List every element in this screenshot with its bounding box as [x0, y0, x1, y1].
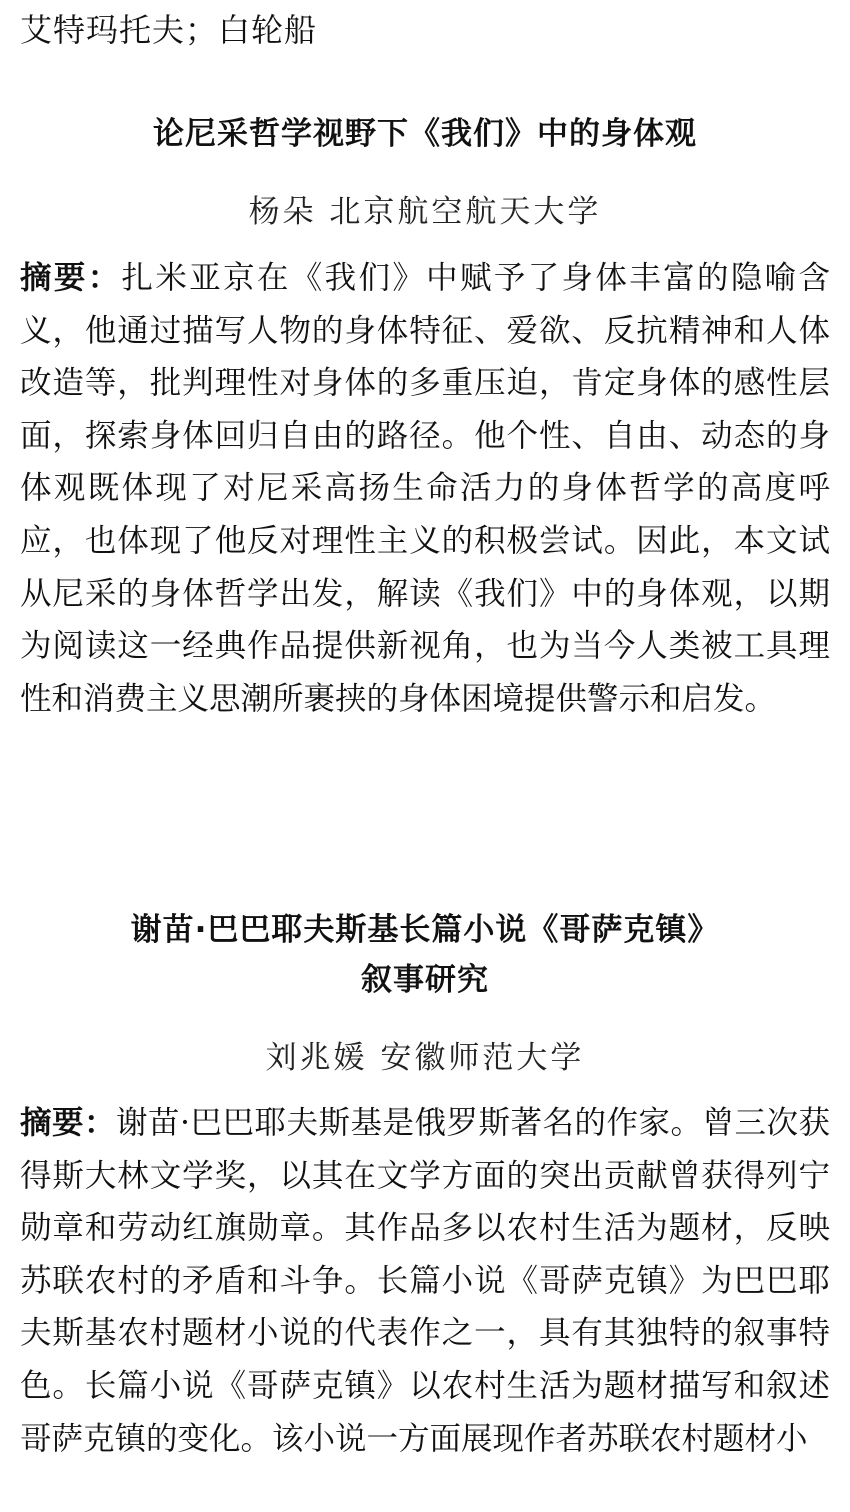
abstract-label: 摘要： — [20, 1105, 116, 1141]
article-title: 论尼采哲学视野下《我们》中的身体观 — [153, 116, 697, 152]
article-title-continuation: 叙事研究 — [361, 962, 489, 998]
article-byline: 杨朵 北京航空航天大学 — [248, 194, 602, 230]
article-abstract — [20, 252, 830, 725]
keywords-continuation: 艾特玛托夫；白轮船 — [20, 11, 318, 49]
abstract-text: 扎米亚京在《我们》中赋予了身体丰富的隐喻含义，他通过描写人物的身体特征、爱欲、反抗精神和人体改造等，批判理性对身体的多重压迫，肯定身体的感性层面，探索身体回归自由的路径。他个性、自由、动态的身体观既体现了对尼采高扬生命活力的身体哲学的高度呼应，也体现了他反对理性主义的积极尝试。因此，本文试从尼采的身体哲学出发，解读《我们》中的身体观，以期为阅读这一经典作品提供新视角，也为当今人类被工具理性和消费主义思潮所裹挟的身体困境提供警示和启发。 — [20, 260, 830, 717]
article-title: 谢苗·巴巴耶夫斯基长篇小说《哥萨克镇》 — [130, 912, 720, 948]
article-byline: 刘兆媛 安徽师范大学 — [265, 1040, 585, 1076]
abstract-text: 谢苗·巴巴耶夫斯基是俄罗斯著名的作家。曾三次获得斯大林文学奖，以其在文学方面的突出贡献曾获得列宁勋章和劳动红旗勋章。其作品多以农村生活为题材，反映苏联农村的矛盾和斗争。长篇小说《哥萨克镇》为巴巴耶夫斯基农村题材小说的代表作之一，具有其独特的叙事特色。长篇小说《哥萨克镇》以农村生活为题材描写和叙述哥萨克镇的变化。该小说一方面展现作者苏联农村题材小 — [20, 1105, 830, 1457]
abstract-label: 摘要： — [20, 260, 122, 296]
article-abstract — [20, 1097, 830, 1465]
